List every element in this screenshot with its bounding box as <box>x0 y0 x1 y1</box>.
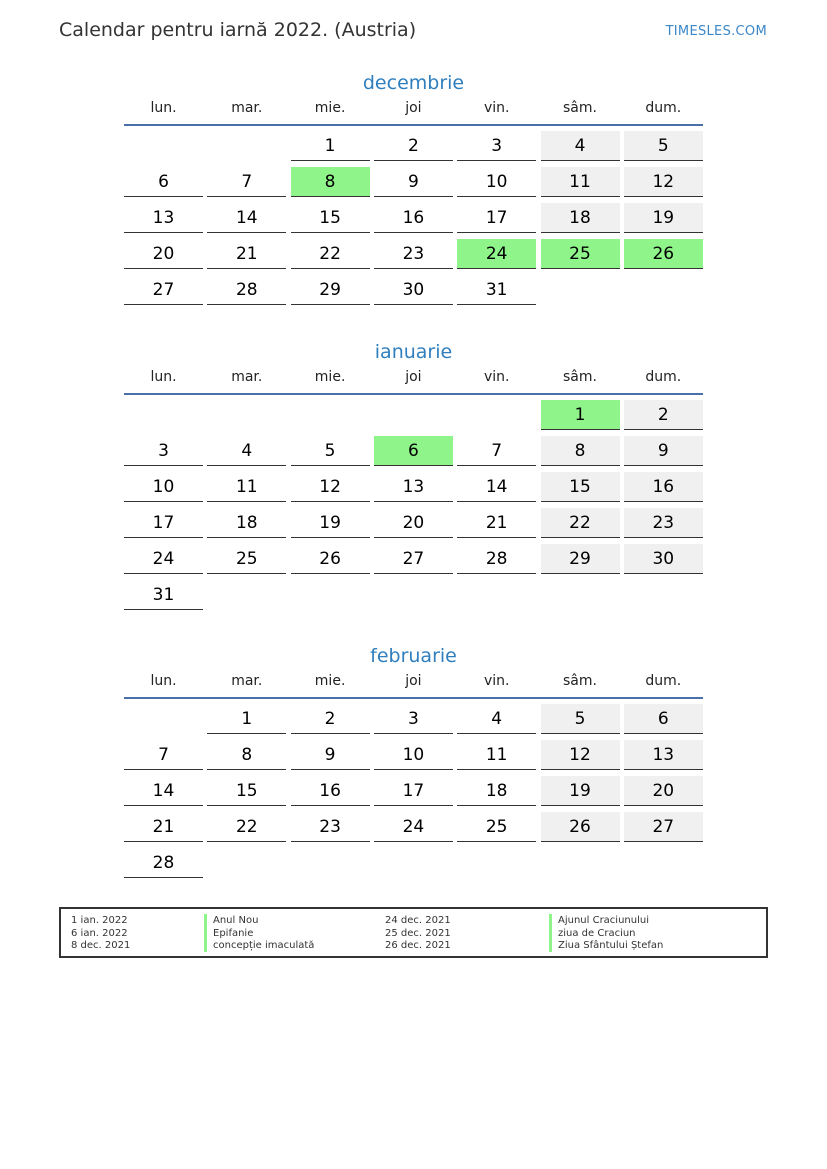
day-cell[interactable]: 2 <box>291 704 370 734</box>
holiday-day-cell[interactable]: 1 <box>541 400 620 430</box>
day-cell[interactable]: 24 <box>124 544 203 574</box>
legend-name: Ziua Sfântului Ștefan <box>549 939 663 952</box>
day-cell[interactable]: 2 <box>624 400 703 430</box>
legend-date: 6 ian. 2022 <box>71 928 128 939</box>
day-grid <box>124 131 703 311</box>
day-cell[interactable]: 7 <box>124 740 203 770</box>
weekday-label: vin. <box>483 369 510 385</box>
day-cell[interactable]: 9 <box>291 740 370 770</box>
day-cell[interactable]: 22 <box>541 508 620 538</box>
brand-link[interactable]: TIMESLES.COM <box>665 24 767 39</box>
day-cell[interactable]: 12 <box>541 740 620 770</box>
day-cell[interactable]: 28 <box>207 275 286 305</box>
weekday-label: mie. <box>314 673 346 689</box>
day-cell[interactable]: 15 <box>207 776 286 806</box>
weekday-label: joi <box>405 673 422 689</box>
day-cell[interactable]: 1 <box>291 131 370 161</box>
month-february <box>124 641 703 884</box>
day-cell[interactable]: 24 <box>374 812 453 842</box>
weekday-label: dum. <box>645 673 682 689</box>
day-cell[interactable]: 10 <box>124 472 203 502</box>
legend-date: 24 dec. 2021 <box>385 915 451 926</box>
day-cell[interactable]: 15 <box>541 472 620 502</box>
day-cell[interactable]: 6 <box>624 704 703 734</box>
legend-date: 25 dec. 2021 <box>385 928 451 939</box>
legend-name: Anul Nou <box>204 914 258 927</box>
holiday-day-cell[interactable]: 25 <box>541 239 620 269</box>
holiday-day-cell[interactable]: 24 <box>457 239 536 269</box>
day-cell[interactable]: 19 <box>624 203 703 233</box>
day-cell[interactable]: 14 <box>207 203 286 233</box>
day-cell[interactable]: 3 <box>124 436 203 466</box>
weekday-label: lun. <box>150 369 177 385</box>
day-cell[interactable]: 19 <box>291 508 370 538</box>
weekday-label: joi <box>405 100 422 116</box>
day-cell[interactable]: 28 <box>124 848 203 878</box>
page-title: Calendar pentru iarnă 2022. (Austria) <box>59 19 417 41</box>
day-cell[interactable]: 10 <box>374 740 453 770</box>
day-cell[interactable]: 16 <box>291 776 370 806</box>
day-cell[interactable]: 16 <box>624 472 703 502</box>
weekday-label: mie. <box>314 369 346 385</box>
legend-date: 8 dec. 2021 <box>71 940 131 951</box>
day-cell[interactable]: 14 <box>457 472 536 502</box>
month-december <box>124 68 703 311</box>
weekday-label: sâm. <box>563 673 597 689</box>
day-cell[interactable]: 27 <box>624 812 703 842</box>
legend-name: Ajunul Craciunului <box>549 914 649 927</box>
day-cell[interactable]: 23 <box>624 508 703 538</box>
day-grid <box>124 400 703 616</box>
day-cell[interactable]: 18 <box>207 508 286 538</box>
day-cell[interactable]: 27 <box>124 275 203 305</box>
day-cell[interactable]: 4 <box>457 704 536 734</box>
weekday-header <box>124 671 703 697</box>
weekday-label: mar. <box>231 369 263 385</box>
day-cell[interactable]: 17 <box>457 203 536 233</box>
day-cell[interactable]: 12 <box>624 167 703 197</box>
day-cell[interactable]: 6 <box>124 167 203 197</box>
header-rule <box>124 393 703 395</box>
day-cell[interactable]: 27 <box>374 544 453 574</box>
day-cell[interactable]: 10 <box>457 167 536 197</box>
weekday-label: joi <box>405 369 422 385</box>
day-cell[interactable]: 17 <box>374 776 453 806</box>
day-cell[interactable]: 9 <box>374 167 453 197</box>
day-cell[interactable]: 18 <box>541 203 620 233</box>
month-january <box>124 337 703 616</box>
holiday-day-cell[interactable]: 6 <box>374 436 453 466</box>
day-cell[interactable]: 26 <box>291 544 370 574</box>
weekday-label: mie. <box>314 100 346 116</box>
weekday-label: mar. <box>231 100 263 116</box>
day-cell[interactable]: 31 <box>457 275 536 305</box>
day-cell[interactable]: 21 <box>207 239 286 269</box>
day-cell[interactable]: 22 <box>291 239 370 269</box>
day-cell[interactable]: 11 <box>541 167 620 197</box>
header-rule <box>124 697 703 699</box>
weekday-header <box>124 367 703 393</box>
day-cell[interactable]: 7 <box>207 167 286 197</box>
holiday-legend <box>59 907 768 958</box>
day-cell[interactable]: 11 <box>207 472 286 502</box>
day-cell[interactable]: 17 <box>124 508 203 538</box>
day-cell[interactable]: 9 <box>624 436 703 466</box>
day-cell[interactable]: 12 <box>291 472 370 502</box>
legend-name: ziua de Craciun <box>549 927 636 940</box>
day-cell[interactable]: 26 <box>541 812 620 842</box>
day-cell[interactable]: 15 <box>291 203 370 233</box>
weekday-label: lun. <box>150 673 177 689</box>
day-cell[interactable]: 23 <box>291 812 370 842</box>
day-cell[interactable]: 7 <box>457 436 536 466</box>
day-cell[interactable]: 11 <box>457 740 536 770</box>
legend-name: Epifanie <box>204 927 253 940</box>
day-cell[interactable]: 13 <box>374 472 453 502</box>
day-cell[interactable]: 20 <box>124 239 203 269</box>
weekday-label: dum. <box>645 100 682 116</box>
day-cell[interactable]: 5 <box>624 131 703 161</box>
day-cell[interactable]: 28 <box>457 544 536 574</box>
day-cell[interactable]: 21 <box>124 812 203 842</box>
month-name: februarie <box>370 645 457 667</box>
day-cell[interactable]: 8 <box>207 740 286 770</box>
day-cell[interactable]: 13 <box>624 740 703 770</box>
day-cell[interactable]: 20 <box>374 508 453 538</box>
weekday-label: vin. <box>483 673 510 689</box>
day-cell[interactable]: 3 <box>374 704 453 734</box>
day-cell[interactable]: 20 <box>624 776 703 806</box>
weekday-label: sâm. <box>563 369 597 385</box>
day-cell[interactable]: 23 <box>374 239 453 269</box>
legend-date: 26 dec. 2021 <box>385 940 451 951</box>
day-cell[interactable]: 4 <box>541 131 620 161</box>
day-cell[interactable]: 4 <box>207 436 286 466</box>
day-cell[interactable]: 30 <box>624 544 703 574</box>
weekday-label: sâm. <box>563 100 597 116</box>
day-cell[interactable]: 21 <box>457 508 536 538</box>
month-name: ianuarie <box>374 341 453 363</box>
day-cell[interactable]: 5 <box>291 436 370 466</box>
weekday-label: mar. <box>231 673 263 689</box>
weekday-label: vin. <box>483 100 510 116</box>
day-cell[interactable]: 25 <box>207 544 286 574</box>
day-cell[interactable]: 2 <box>374 131 453 161</box>
weekday-label: dum. <box>645 369 682 385</box>
day-cell[interactable]: 3 <box>457 131 536 161</box>
day-cell[interactable]: 19 <box>541 776 620 806</box>
day-cell[interactable]: 18 <box>457 776 536 806</box>
day-cell[interactable]: 30 <box>374 275 453 305</box>
day-cell[interactable]: 1 <box>207 704 286 734</box>
day-cell[interactable]: 22 <box>207 812 286 842</box>
legend-name: concepție imaculată <box>204 939 314 952</box>
day-cell[interactable]: 16 <box>374 203 453 233</box>
day-cell[interactable]: 5 <box>541 704 620 734</box>
day-cell[interactable]: 29 <box>541 544 620 574</box>
weekday-label: lun. <box>150 100 177 116</box>
day-cell[interactable]: 31 <box>124 580 203 610</box>
holiday-day-cell[interactable]: 26 <box>624 239 703 269</box>
day-cell[interactable]: 29 <box>291 275 370 305</box>
day-cell[interactable]: 25 <box>457 812 536 842</box>
holiday-day-cell[interactable]: 8 <box>291 167 370 197</box>
legend-date: 1 ian. 2022 <box>71 915 128 926</box>
day-cell[interactable]: 8 <box>541 436 620 466</box>
day-cell[interactable]: 13 <box>124 203 203 233</box>
header-rule <box>124 124 703 126</box>
day-cell[interactable]: 14 <box>124 776 203 806</box>
month-name: decembrie <box>362 72 465 94</box>
weekday-header <box>124 98 703 124</box>
day-grid <box>124 704 703 884</box>
